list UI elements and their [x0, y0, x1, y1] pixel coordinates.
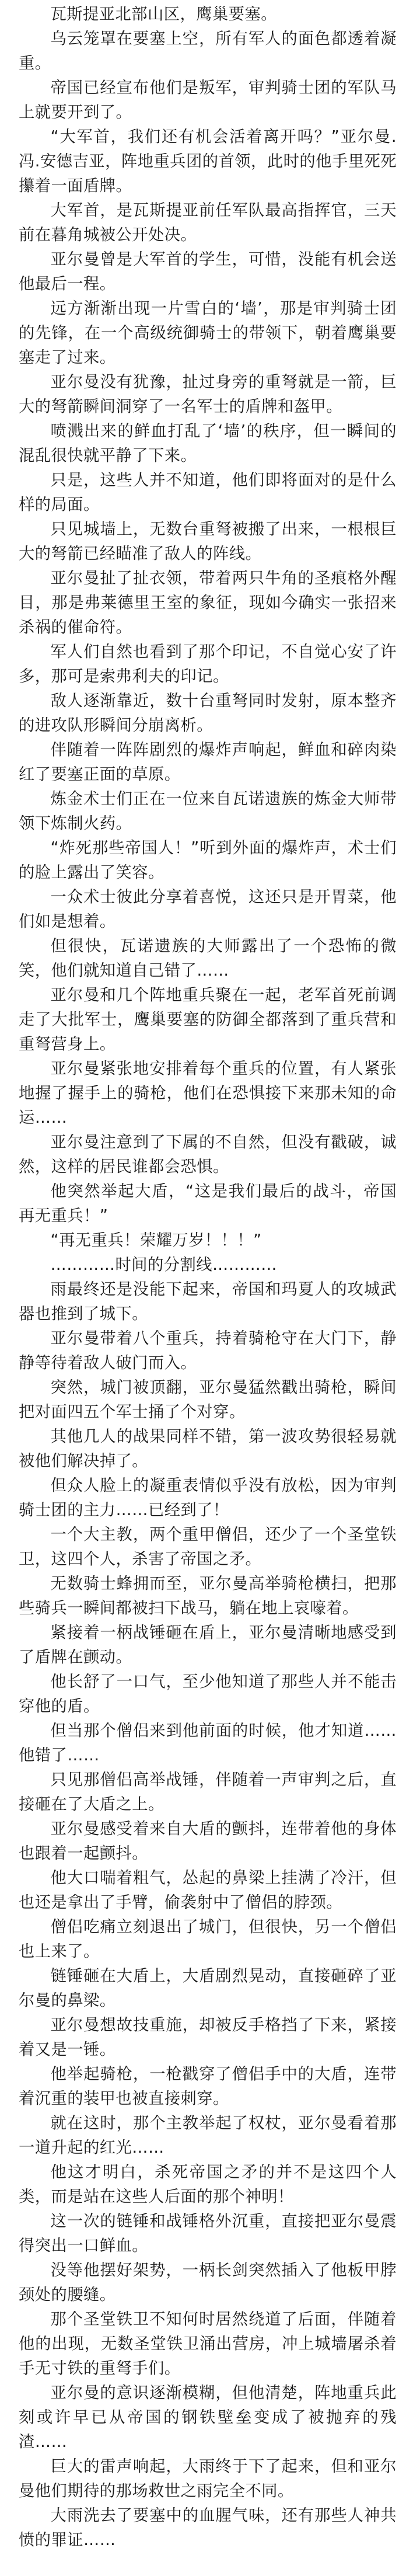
- story-paragraph: 亚尔曼感受着来自大盾的颤抖，连带着他的身体也跟着一起颤抖。: [19, 1820, 397, 1863]
- story-paragraph: …………时间的分割线…………: [50, 1256, 278, 1274]
- story-paragraph: 他突然举起大盾，“这是我们最后的战斗，帝国再无重兵！”: [19, 1182, 397, 1225]
- story-paragraph: 没等他摆好架势，一柄长剑突然插入了他板甲脖颈处的腰缝。: [19, 2261, 397, 2304]
- story-paragraph: 他这才明白，杀死帝国之矛的并不是这四个人类，而是站在这些人后面的那个神明！: [19, 2163, 397, 2206]
- story-paragraph: 敌人逐渐靠近，数十台重弩同时发射，原本整齐的进攻队形瞬间分崩离析。: [19, 692, 397, 734]
- story-paragraph: 亚尔曼带着八个重兵，持着骑枪守在大门下，静静等待着敌人破门而入。: [19, 1329, 397, 1372]
- story-paragraph: 炼金术士们正在一位来自瓦诺遗族的炼金大师带领下炼制火药。: [19, 790, 397, 833]
- story-paragraph: 雨最终还是没能下起来，帝国和玛夏人的攻城武器也推到了城下。: [19, 1280, 397, 1323]
- story-paragraph: 巨大的雷声响起，大雨终于下了起来，但和亚尔曼他们期待的那场救世之雨完全不同。: [19, 2457, 397, 2500]
- story-paragraph: 僧侣吃痛立刻退出了城门，但很快，另一个僧侣也上来了。: [19, 1918, 397, 1961]
- story-paragraph: 只见城墙上，无数台重弩被搬了出来，一根根巨大的弩箭已经瞄准了敌人的阵线。: [19, 520, 397, 563]
- story-paragraph: 那个圣堂铁卫不知何时居然绕道了后面，伴随着他的出现，无数圣堂铁卫涌出营房，冲上城墙屠杀着手无寸铁的重弩手们。: [19, 2310, 397, 2377]
- story-paragraph: 只是，这些人并不知道，他们即将面对的是什么样的局面。: [19, 471, 397, 514]
- story-paragraph: 亚尔曼想故技重施，却被反手格挡了下来，紧接着又是一锤。: [19, 2016, 397, 2059]
- story-paragraph: 紧接着一柄战锤砸在盾上，亚尔曼清晰地感受到了盾牌在颤动。: [19, 1624, 397, 1666]
- story-paragraph: 帝国已经宣布他们是叛军，审判骑士团的军队马上就要开到了。: [19, 79, 397, 121]
- story-paragraph: 无数骑士蜂拥而至，亚尔曼高举骑枪横扫，把那些骑兵一瞬间都被扫下战马，躺在地上哀嚎着。: [19, 1575, 397, 1617]
- story-paragraph: 军人们自然也看到了那个印记，不自觉心安了许多，那可是索弗利夫的印记。: [19, 643, 397, 685]
- story-paragraph: 亚尔曼的意识逐渐模糊，但他清楚，阵地重兵此刻或许早已从帝国的钢铁壁垒变成了被抛弃的残渣……: [19, 2384, 397, 2451]
- story-paragraph: 但众人脸上的凝重表情似乎没有放松，因为审判骑士团的主力……已经到了！: [19, 1477, 397, 1519]
- story-paragraph: 喷溅出来的鲜血打乱了‘墙’的秩序，但一瞬间的混乱很快就平静了下来。: [19, 422, 397, 465]
- story-paragraph: 伴随着一阵阵剧烈的爆炸声响起，鲜血和碎肉染红了要塞正面的草原。: [19, 741, 397, 784]
- story-paragraph: 乌云笼罩在要塞上空，所有军人的面色都透着凝重。: [19, 30, 397, 72]
- story-paragraph: 大雨洗去了要塞中的血腥气味，还有那些人神共愤的罪证……: [19, 2507, 397, 2549]
- story-paragraph: 亚尔曼和几个阵地重兵聚在一起，老军首死前调走了大批军士，鹰巢要塞的防御全都落到了重兵营和重弩营身上。: [19, 986, 397, 1053]
- story-paragraph: 其他几人的战果同样不错，第一波攻势很轻易就被他们解决掉了。: [19, 1428, 397, 1470]
- story-paragraph: 他大口喘着粗气，怂起的鼻梁上挂满了冷汗，但也还是拿出了手臂，偷袭射中了僧侣的脖颈。: [19, 1869, 397, 1912]
- story-paragraph: 这一次的链锤和战锤格外沉重，直接把亚尔曼震得突出一口鲜血。: [19, 2212, 397, 2255]
- story-paragraph: 只见那僧侣高举战锤，伴随着一声审判之后，直接砸在了大盾之上。: [19, 1771, 397, 1813]
- story-paragraph: 亚尔曼曾是大军首的学生，可惜，没能有机会送他最后一程。: [19, 250, 397, 293]
- story-paragraph: 他举起骑枪，一枪戳穿了僧侣手中的大盾，连带着沉重的装甲也被直接刺穿。: [19, 2065, 397, 2108]
- story-paragraph: 亚尔曼扯了扯衣领，带着两只牛角的圣痕格外醒目，那是弗莱德里王室的象征，现如今确实一张招来杀祸的催命符。: [19, 569, 397, 636]
- story-paragraph: 他长舒了一口气，至少他知道了那些人并不能击穿他的盾。: [19, 1673, 397, 1715]
- story-paragraph: “再无重兵！荣耀万岁！！！”: [50, 1231, 262, 1249]
- story-paragraph: 突然，城门被顶翻，亚尔曼猛然戳出骑枪，瞬间把对面四五个军士捅了个对穿。: [19, 1378, 397, 1421]
- story-paragraph: 一个大主教，两个重甲僧侣，还少了一个圣堂铁卫，这四个人，杀害了帝国之矛。: [19, 1526, 397, 1568]
- story-paragraph: 但很快，瓦诺遗族的大师露出了一个恐怖的微笑，他们就知道自己错了……: [19, 937, 397, 980]
- story-paragraph: 亚尔曼注意到了下属的不自然，但没有戳破，诚然，这样的居民谁都会恐惧。: [19, 1133, 397, 1176]
- story-paragraph: “炸死那些帝国人！”听到外面的爆炸声，术士们的脸上露出了笑容。: [19, 839, 397, 882]
- story-paragraph: “大军首，我们还有机会活着离开吗？”亚尔曼.冯.安德吉亚，阵地重兵团的首领，此时的他手里死死攥着一面盾牌。: [19, 128, 397, 195]
- story-paragraph: 远方渐渐出现一片雪白的‘墙’，那是审判骑士团的先锋，在一个高级统御骑士的带领下，朝着鹰巢要塞走了过来。: [19, 300, 397, 367]
- story-paragraph: 亚尔曼没有犹豫，扯过身旁的重弩就是一箭，巨大的弩箭瞬间洞穿了一名军士的盾牌和盔甲。: [19, 373, 397, 416]
- story-paragraph: 瓦斯提亚北部山区，鹰巢要塞。: [50, 5, 278, 23]
- story-paragraph: 一众术士彼此分享着喜悦，这还只是开胃菜，他们如是想着。: [19, 888, 397, 931]
- story-article: [19, 2, 397, 2553]
- story-paragraph: 大军首，是瓦斯提亚前任军队最高指挥官，三天前在暮角城被公开处决。: [19, 201, 397, 244]
- story-paragraph: 就在这时，那个主教举起了权杖，亚尔曼看着那一道升起的红光……: [19, 2114, 397, 2157]
- story-paragraph: 亚尔曼紧张地安排着每个重兵的位置，有人紧张地握了握手上的骑枪，他们在恐惧接下来那未知的命运……: [19, 1060, 397, 1127]
- story-paragraph: 但当那个僧侣来到他前面的时候，他才知道……他错了……: [19, 1722, 397, 1764]
- story-paragraph: 链锤砸在大盾上，大盾剧烈晃动，直接砸碎了亚尔曼的鼻梁。: [19, 1967, 397, 2010]
